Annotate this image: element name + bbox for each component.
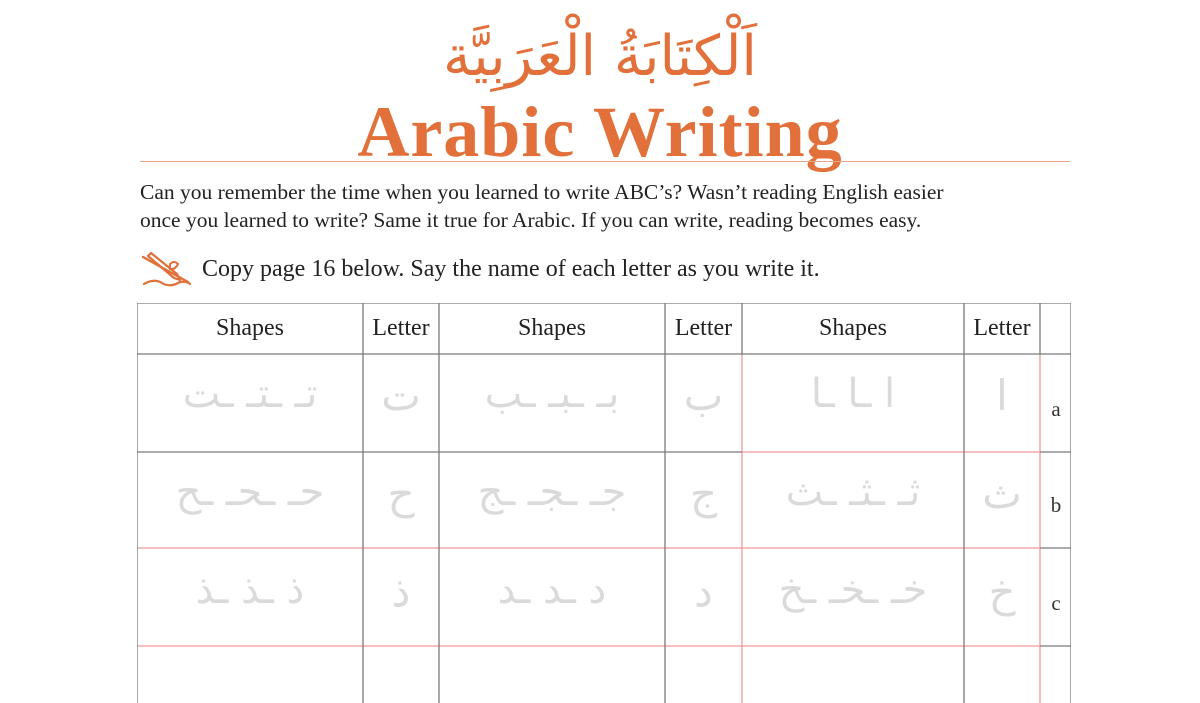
header-letter-1: Letter [372,315,430,341]
shapes-cell: ا ـا ـا [810,371,896,417]
row-label-b: b [1050,493,1062,517]
shapes-cell: خـ ـخـ ـخ [778,567,928,613]
intro-line-1: Can you remember the time when you learned to write ABC’s? Wasn’t reading English easier [140,180,944,204]
letter-cell: ح [387,469,415,518]
letter-cell: ب [683,371,724,420]
shapes-cell: تـ ـتـ ـت [182,371,318,417]
letter-cell: ا [996,371,1008,420]
pencil-writing-icon [140,250,194,288]
letter-cell: د [694,567,713,616]
letter-cell: خ [988,567,1016,616]
shapes-cell: ذ ـذ ـذ [195,567,305,613]
shapes-cell: د ـد ـد [497,567,607,613]
header-shapes-3: Shapes [819,315,887,341]
arabic-title: اَلْكِتَابَةُ الْعَرَبِيَّة [443,24,757,89]
page-title: Arabic Writing [357,92,843,172]
header-shapes-1: Shapes [216,315,284,341]
letter-cell: ت [381,371,421,420]
intro-paragraph [140,178,1080,234]
header-letter-3: Letter [973,315,1031,341]
letter-cell: ث [982,469,1022,518]
writing-table [137,303,1071,703]
letter-cell: ذ [391,567,411,616]
header-letter-2: Letter [674,315,733,341]
header-shapes-2: Shapes [518,315,586,341]
shapes-cell: حـ ـحـ ـح [175,469,325,515]
row-label-a: a [1051,397,1061,421]
letter-cell: ج [689,469,718,518]
title-divider [140,161,1070,162]
instruction-text: Copy page 16 below. Say the name of each letter as you write it. [202,255,820,282]
intro-line-2: once you learned to write? Same it true for Arabic. If you can write, reading becomes easy. [140,208,922,232]
shapes-cell: بـ ـبـ ـب [484,371,620,417]
instruction [140,250,820,288]
shapes-cell: ثـ ـثـ ـث [785,469,921,515]
shapes-cell: جـ ـجـ ـج [477,469,627,515]
row-label-c: c [1051,591,1061,615]
